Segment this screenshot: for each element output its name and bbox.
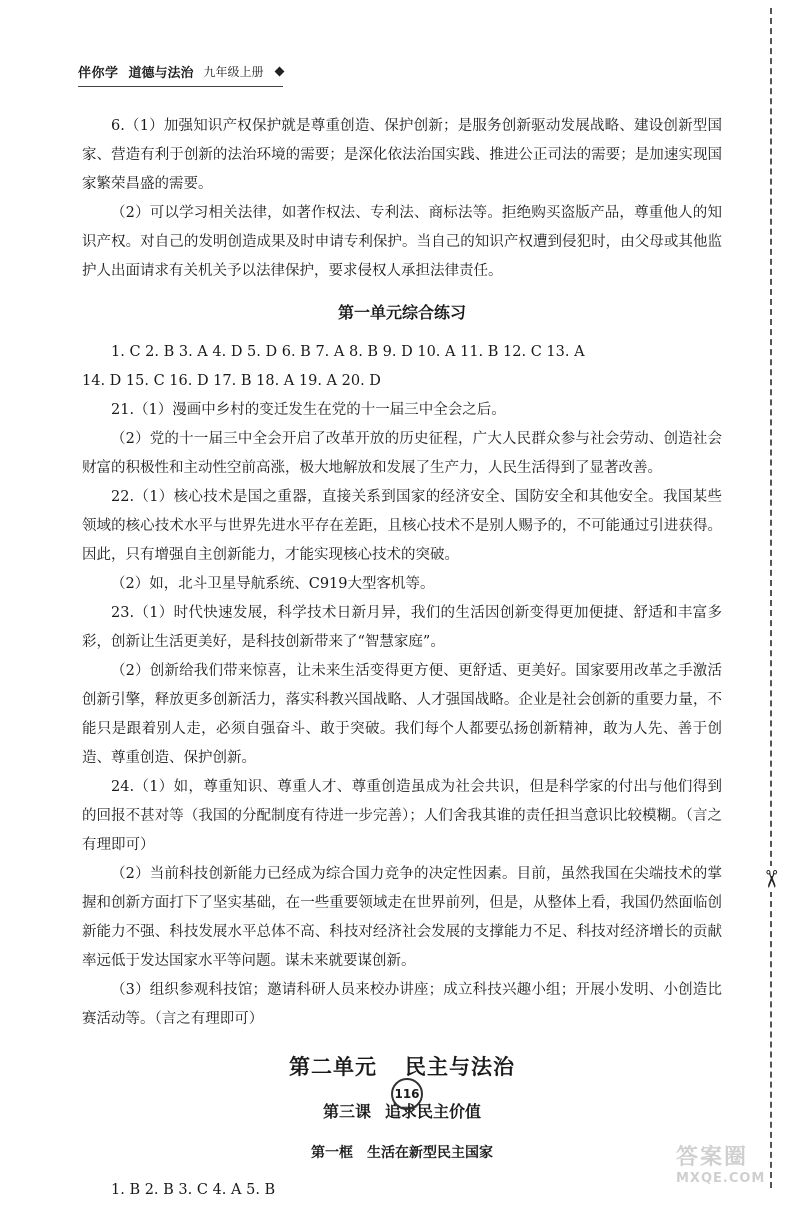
q6-part1: 6.（1）加强知识产权保护就是尊重创造、保护创新；是服务创新驱动发展战略、建设创新型国家、营造有利于创新的法治环境的需要；是深化依法治国实践、推进公正司法的需要；是加速实现国家繁荣昌盛的需要。 [82, 118, 722, 192]
q24-part3: （3）组织参观科技馆；邀请科研人员来校办讲座；成立科技兴趣小组；开展小发明、小创造比赛活动等。（言之有理即可） [82, 982, 722, 1027]
watermark-logo [676, 1140, 796, 1196]
q22-part1: 22.（1）核心技术是国之重器，直接关系到国家的经济安全、国防安全和其他安全。我国某些领域的核心技术水平与世界先进水平存在差距，且核心技术不是别人赐予的，不可能通过引进获得。因此，只有增强自主创新能力，才能实现核心技术的突破。 [82, 489, 722, 563]
unit2-number: 第二单元 [289, 1054, 377, 1079]
lesson3-number: 第三课 [322, 1102, 371, 1121]
watermark-text: 答案圈 [676, 1145, 749, 1170]
book-title: 伴你学 [78, 65, 119, 81]
cut-line [770, 8, 772, 1188]
mc-answers-line2: 14. D 15. C 16. D 17. B 18. A 19. A 20. D [82, 373, 381, 389]
diamond-icon [274, 66, 284, 76]
scissors-icon: ✂ [754, 866, 788, 892]
frame1-answers: 1. B 2. B 3. C 4. A 5. B [111, 1182, 276, 1198]
subject-title: 道德与法治 [128, 65, 194, 81]
page-number: 116 [391, 1078, 423, 1110]
watermark-url: MXQE.COM [676, 1171, 766, 1186]
unit1-exercise-heading: 第一单元综合练习 [337, 303, 466, 322]
q23-part1: 23.（1）时代快速发展，科学技术日新月异，我们的生活因创新变得更加便捷、舒适和丰富多彩，创新让生活更美好，是科技创新带来了“智慧家庭”。 [82, 605, 722, 650]
lesson3-name: 追求民主价值 [385, 1102, 482, 1121]
answer-content [82, 112, 722, 1205]
mc-answers-line1: 1. C 2. B 3. A 4. D 5. D 6. B 7. A 8. B 9. D 10. A 11. B 12. C 13. A [111, 344, 585, 360]
frame1-heading [82, 1138, 722, 1168]
q21-part1: 21.（1）漫画中乡村的变迁发生在党的十一届三中全会之后。 [111, 402, 506, 418]
q22-part2: （2）如，北斗卫星导航系统、C919大型客机等。 [111, 576, 435, 592]
grade-label: 九年级上册 [203, 64, 264, 79]
header-rule [78, 86, 283, 87]
q24-part1: 24.（1）如，尊重知识、尊重人才、尊重创造虽成为社会共识，但是科学家的付出与他们得到的回报不甚对等（我国的分配制度有待进一步完善）；人们舍我其谁的责任担当意识比较模糊。（言之有理即可） [82, 779, 722, 853]
frame1-name: 生活在新型民主国家 [367, 1145, 493, 1161]
q6-part2: （2）可以学习相关法律，如著作权法、专利法、商标法等。拒绝购买盗版产品，尊重他人的知识产权。对自己的发明创造成果及时申请专利保护。当自己的知识产权遭到侵犯时，由父母或其他监护人出面请求有关机关予以法律保护，要求侵权人承担法律责任。 [82, 205, 722, 279]
q24-part2: （2）当前科技创新能力已经成为综合国力竞争的决定性因素。目前，虽然我国在尖端技术的掌握和创新方面打下了坚实基础，在一些重要领域走在世界前列，但是，从整体上看，我国仍然面临创新能力不强、科技发展水平总体不高、科技对经济社会发展的支撑能力不足、科技对经济增长的贡献率远低于发达国家水平等问题。谋未来就要谋创新。 [82, 866, 722, 969]
q21-part2: （2）党的十一届三中全会开启了改革开放的历史征程，广大人民群众参与社会劳动、创造社会财富的积极性和主动性空前高涨，极大地解放和发展了生产力，人民生活得到了显著改善。 [82, 431, 722, 476]
page-header [78, 60, 283, 82]
q23-part2: （2）创新给我们带来惊喜，让未来生活变得更方便、更舒适、更美好。国家要用改革之手激活创新引擎，释放更多创新活力，落实科教兴国战略、人才强国战略。企业是社会创新的重要力量，不能只是跟着别人走，必须自强奋斗、敢于突破。我们每个人都要弘扬创新精神，敢为人先、善于创造、尊重创造、保护创新。 [82, 663, 722, 766]
unit2-name: 民主与法治 [405, 1054, 515, 1079]
frame1-number: 第一框 [311, 1145, 353, 1161]
